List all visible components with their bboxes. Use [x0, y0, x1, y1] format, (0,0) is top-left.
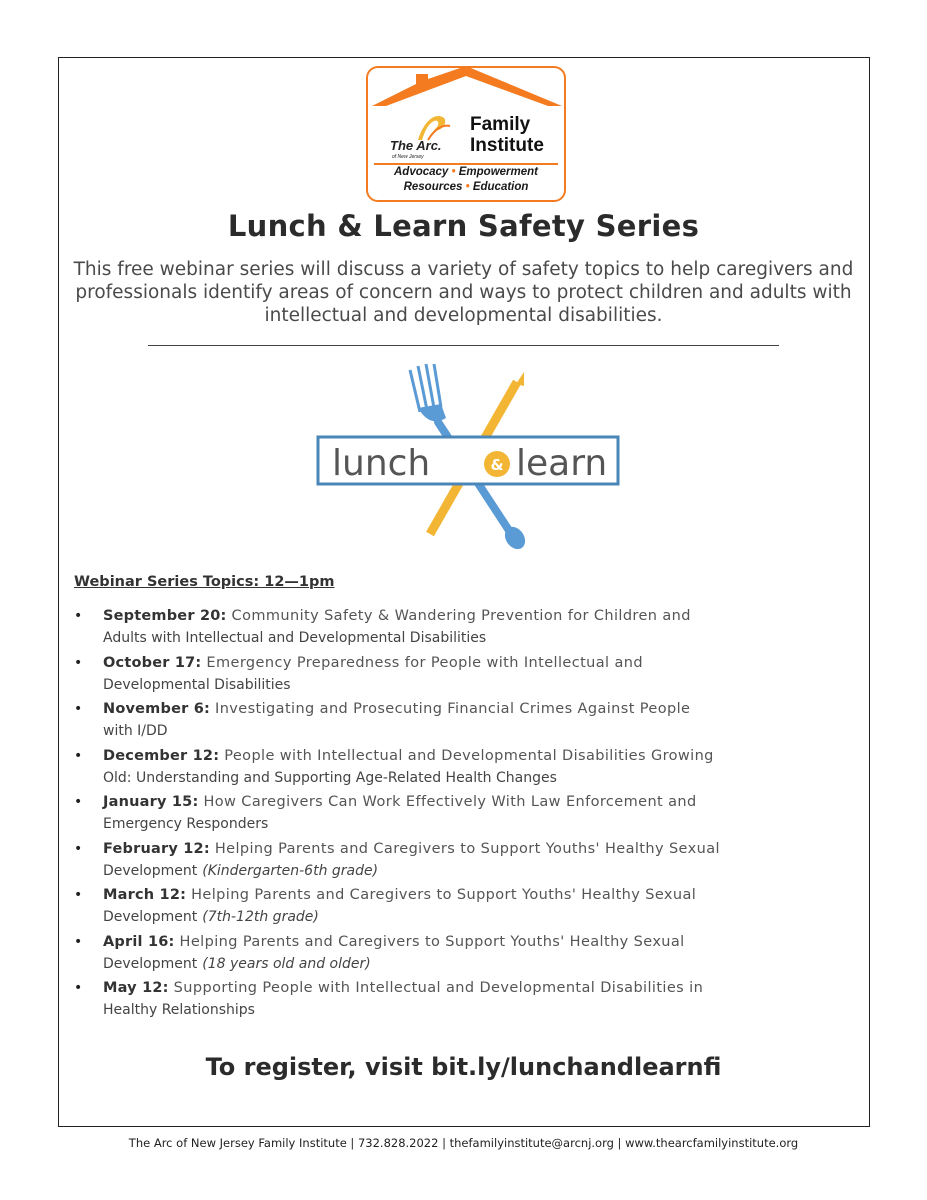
logo-tag-resources: Resources: [403, 181, 463, 193]
logo-tag-dot: •: [465, 181, 470, 193]
logo-institute: Institute: [470, 135, 544, 156]
logo-family-institute: [470, 114, 544, 156]
topic-desc-cont: Development: [103, 862, 198, 879]
topic-date: September 20:: [103, 608, 227, 624]
topic-desc-cont: Old: Understanding and Supporting Age-Related Health Changes: [103, 769, 557, 786]
topic-date: November 6:: [103, 701, 210, 717]
list-item: [74, 605, 854, 652]
bullet-icon: •: [74, 747, 83, 764]
topic-note: (18 years old and older): [202, 955, 371, 972]
intro-text: This free webinar series will discuss a variety of safety topics to help caregivers and professionals identify areas of concern and ways to protect children and adults with intellectual and developmental disabilities.: [73, 259, 854, 326]
logo-family: Family: [470, 114, 531, 135]
list-item: [74, 652, 854, 699]
topic-desc: Investigating and Prosecuting Financial Crimes Against People: [215, 701, 691, 717]
topic-date: May 12:: [103, 980, 169, 996]
lunch-word: lunch: [332, 443, 431, 484]
lunch-and-learn-graphic: [312, 362, 627, 552]
list-item: [74, 745, 854, 792]
bullet-icon: •: [74, 701, 83, 717]
logo-tag-advocacy: Advocacy: [393, 166, 449, 178]
topic-desc: Helping Parents and Caregivers to Support Youths' Healthy Sexual: [179, 933, 685, 950]
logo-tagline-1: [366, 166, 566, 178]
topic-desc: People with Intellectual and Developmental Disabilities Growing: [224, 747, 714, 764]
topic-desc-cont: Adults with Intellectual and Developmental Disabilities: [103, 630, 487, 646]
topics-heading: Webinar Series Topics: 12—1pm: [74, 574, 335, 590]
family-institute-logo: [366, 66, 568, 204]
bullet-icon: •: [74, 933, 83, 950]
topic-date: February 12:: [103, 840, 210, 857]
topic-desc-cont: Healthy Relationships: [103, 1002, 255, 1018]
ampersand: &: [490, 456, 504, 474]
bullet-icon: •: [74, 794, 83, 810]
topic-desc: Helping Parents and Caregivers to Support Youths' Healthy Sexual: [191, 887, 697, 903]
topic-desc: Community Safety & Wandering Prevention for Children and: [231, 608, 691, 624]
topic-date: December 12:: [103, 747, 220, 764]
bullet-icon: •: [74, 608, 83, 624]
list-item: [74, 698, 854, 745]
topic-date: April 16:: [103, 933, 175, 950]
topic-desc-cont: Emergency Responders: [103, 816, 269, 832]
logo-tag-dot: •: [451, 166, 456, 178]
topic-desc: Emergency Preparedness for People with Intellectual and: [206, 654, 643, 671]
house-roof-icon: [366, 66, 568, 116]
topic-desc-cont: Development: [103, 909, 198, 925]
list-item: [74, 838, 854, 885]
logo-org-sub: of New Jersey: [392, 154, 424, 160]
list-item: [74, 884, 854, 931]
topic-desc: How Caregivers Can Work Effectively With Law Enforcement and: [203, 794, 697, 810]
logo-org-name: The Arc.: [390, 138, 442, 153]
bullet-icon: •: [74, 840, 83, 857]
topic-note: (7th-12th grade): [202, 909, 319, 925]
logo-tag-empowerment: Empowerment: [458, 166, 539, 178]
bullet-icon: •: [74, 654, 83, 671]
bullet-icon: •: [74, 980, 83, 996]
bullet-icon: •: [74, 887, 83, 903]
list-item: [74, 791, 854, 838]
learn-word: learn: [516, 443, 608, 484]
topic-date: January 15:: [103, 794, 199, 810]
logo-tagline-2: [366, 181, 566, 193]
topic-date: October 17:: [103, 654, 202, 671]
divider: [148, 345, 779, 346]
logo-rule: [374, 163, 558, 165]
topic-date: March 12:: [103, 887, 187, 903]
register-link-text[interactable]: To register, visit bit.ly/lunchandlearnfi: [205, 1053, 722, 1081]
page-title: Lunch & Learn Safety Series: [227, 209, 700, 243]
topic-desc: Supporting People with Intellectual and Developmental Disabilities in: [173, 980, 704, 996]
topic-desc-cont: with I/DD: [103, 723, 168, 739]
topic-note: (Kindergarten-6th grade): [202, 862, 379, 879]
topic-desc-cont: Developmental Disabilities: [103, 676, 291, 693]
list-item: [74, 977, 854, 1024]
topic-desc-cont: Development: [103, 955, 198, 972]
logo-tag-education: Education: [472, 181, 529, 193]
footer-contact: The Arc of New Jersey Family Institute | 732.828.2022 | thefamilyinstitute@arcnj.org | www.thearcfamilyinstitute.org: [128, 1136, 799, 1150]
topic-desc: Helping Parents and Caregivers to Support Youths' Healthy Sexual: [214, 840, 720, 857]
topics-list: [74, 605, 854, 1024]
list-item: [74, 931, 854, 978]
